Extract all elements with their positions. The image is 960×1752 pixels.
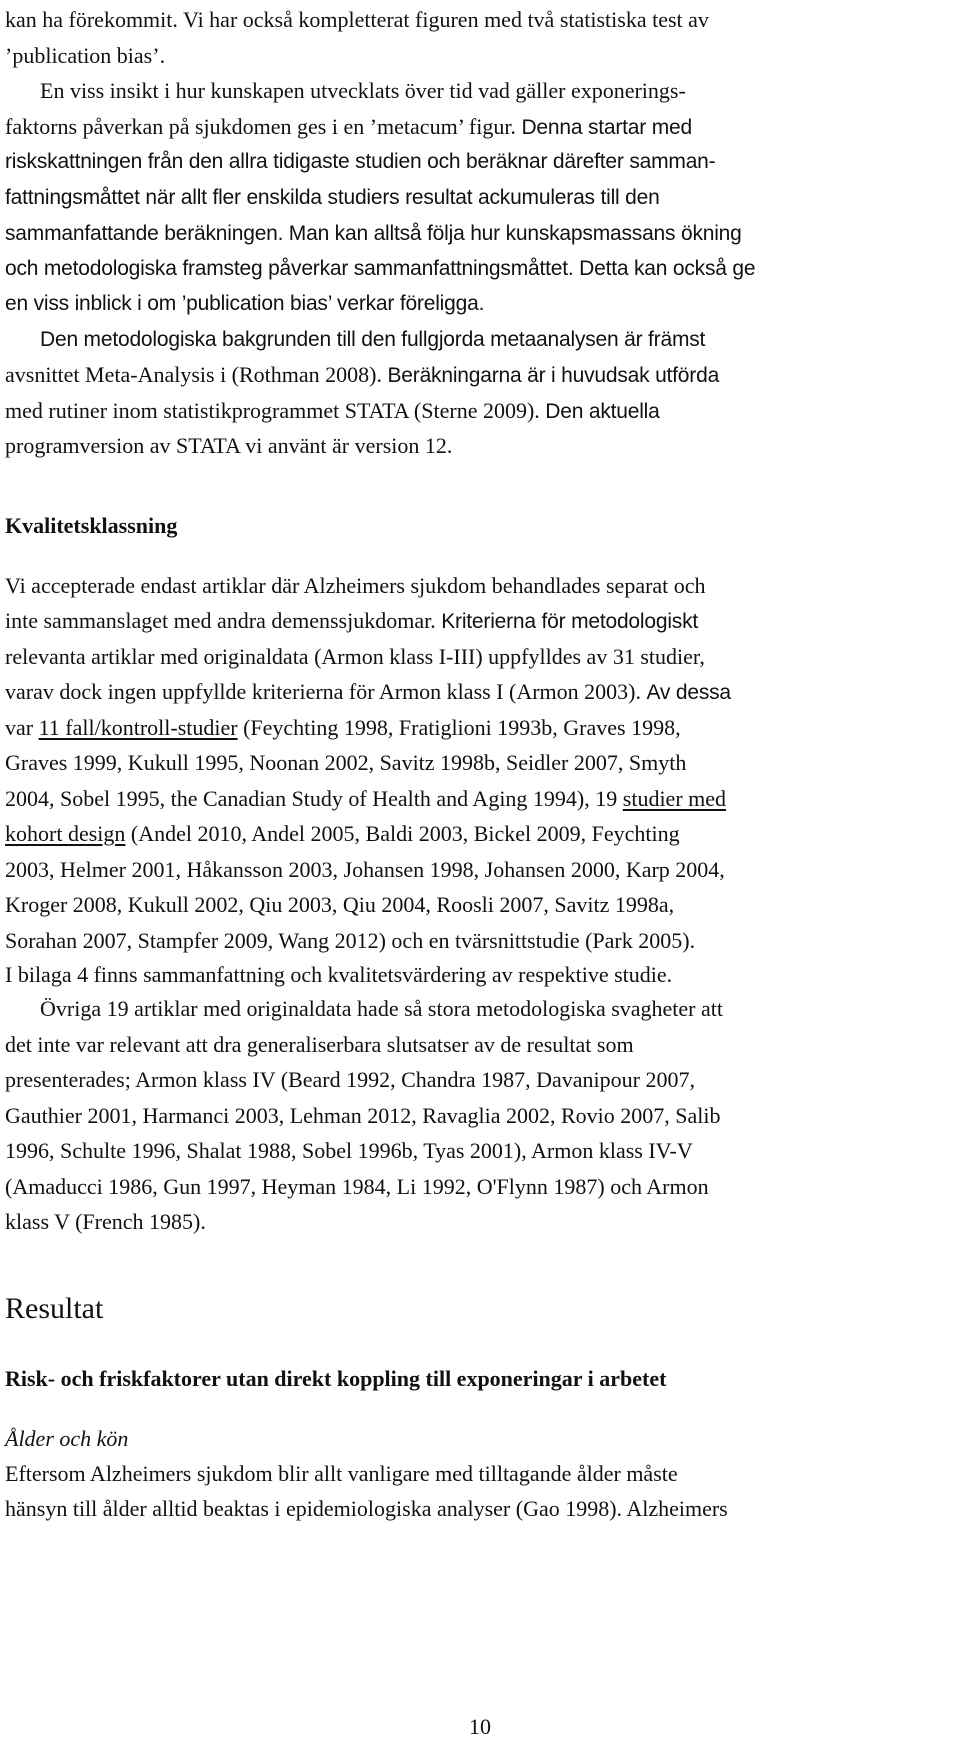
text-line: Graves 1999, Kukull 1995, Noonan 2002, Savitz 1998b, Seidler 2007, Smyth	[5, 750, 687, 775]
text-line: Eftersom Alzheimers sjukdom blir allt vanligare med tilltagande ålder måste	[5, 1460, 678, 1486]
subsection-heading: Risk- och friskfaktorer utan direkt koppling till exponeringar i arbetet	[5, 1365, 667, 1391]
text-line: I bilaga 4 finns sammanfattning och kvalitetsvärdering av respektive studie.	[5, 962, 673, 987]
section-heading: Kvalitetsklassning	[5, 512, 178, 538]
text-line: 1996, Schulte 1996, Shalat 1988, Sobel 1996b, Tyas 2001), Armon klass IV-V	[5, 1138, 693, 1163]
text-line: (Amaducci 1986, Gun 1997, Heyman 1984, Li 1992, O'Flynn 1987) och Armon	[5, 1173, 709, 1199]
text-line: Gauthier 2001, Harmanci 2003, Lehman 2012, Ravaglia 2002, Rovio 2007, Salib	[5, 1102, 721, 1128]
text-line: 2004, Sobel 1995, the Canadian Study of Health and Aging 1994), 19 studier med	[5, 785, 727, 811]
text-line: varav dock ingen uppfyllde kriterierna för Armon klass I (Armon 2003). Av dessa	[5, 679, 731, 704]
subsection-italic-heading: Ålder och kön	[5, 1425, 129, 1451]
text-line: kohort design (Andel 2010, Andel 2005, Baldi 2003, Bickel 2009, Feychting	[5, 821, 680, 846]
text-line: Kroger 2008, Kukull 2002, Qiu 2003, Qiu 2004, Roosli 2007, Savitz 1998a,	[5, 892, 675, 917]
text-line: Övriga 19 artiklar med originaldata hade så stora metodologiska svagheter att	[40, 996, 723, 1021]
underlined-term: kohort design	[5, 821, 126, 846]
text-line: klass V (French 1985).	[5, 1209, 206, 1234]
section-kvalitetsklassning	[5, 508, 960, 1240]
section-resultat	[5, 1289, 960, 1527]
text-line: faktorns påverkan på sjukdomen ges i en ’metacum’ figur. Denna startar med	[5, 113, 692, 139]
text-line: kan ha förekommit. Vi har också kompletterat figuren med två statistiska test av	[5, 7, 709, 32]
document-page	[5, 0, 960, 1527]
intro-paragraphs	[5, 2, 960, 464]
underlined-term: 11 fall/kontroll-studier	[38, 714, 238, 740]
text-line: det inte var relevant att dra generaliserbara slutsatser av de resultat som	[5, 1031, 634, 1057]
text-line: relevanta artiklar med originaldata (Armon klass I-III) uppfylldes av 31 studier,	[5, 643, 705, 669]
text-line: Sorahan 2007, Stampfer 2009, Wang 2012) och en tvärsnittstudie (Park 2005).	[5, 927, 696, 953]
text-line: avsnittet Meta-Analysis i (Rothman 2008). Beräkningarna är i huvudsak utförda	[5, 362, 720, 387]
text-line: 2003, Helmer 2001, Håkansson 2003, Johansen 1998, Johansen 2000, Karp 2004,	[5, 856, 725, 882]
text-line: en viss inblick i om ’publication bias’ verkar föreligga.	[5, 292, 485, 315]
text-line: och metodologiska framsteg påverkar sammanfattningsmåttet. Detta kan också ge	[5, 256, 756, 280]
text-line: var 11 fall/kontroll-studier (Feychting 1998, Fratiglioni 1993b, Graves 1998,	[5, 714, 681, 740]
text-line: riskskattningen från den allra tidigaste studien och beräknar därefter samman-	[5, 150, 716, 173]
text-line: med rutiner inom statistikprogrammet STATA (Sterne 2009). Den aktuella	[5, 397, 660, 423]
section-title: Resultat	[5, 1291, 104, 1325]
text-line: hänsyn till ålder alltid beaktas i epidemiologiska analyser (Gao 1998). Alzheimers	[5, 1496, 728, 1521]
page-number: 10	[469, 1714, 491, 1739]
underlined-term: studier med	[622, 785, 727, 811]
text-line: presenterades; Armon klass IV (Beard 1992, Chandra 1987, Davanipour 2007,	[5, 1067, 695, 1092]
text-line: En viss insikt i hur kunskapen utvecklats över tid vad gäller exponerings-	[40, 78, 686, 103]
text-line: inte sammanslaget med andra demenssjukdomar. Kriterierna för metodologiskt	[5, 608, 699, 633]
text-line: Den metodologiska bakgrunden till den fullgjorda metaanalysen är främst	[40, 327, 706, 351]
text-line: programversion av STATA vi använt är version 12.	[5, 433, 453, 458]
text-line: ’publication bias’.	[5, 42, 166, 68]
text-line: sammanfattande beräkningen. Man kan alltså följa hur kunskapsmassans ökning	[5, 222, 742, 245]
text-line: fattningsmåttet när allt fler enskilda studiers resultat ackumuleras till den	[5, 185, 660, 209]
text-line: Vi accepterade endast artiklar där Alzheimers sjukdom behandlades separat och	[5, 572, 706, 598]
